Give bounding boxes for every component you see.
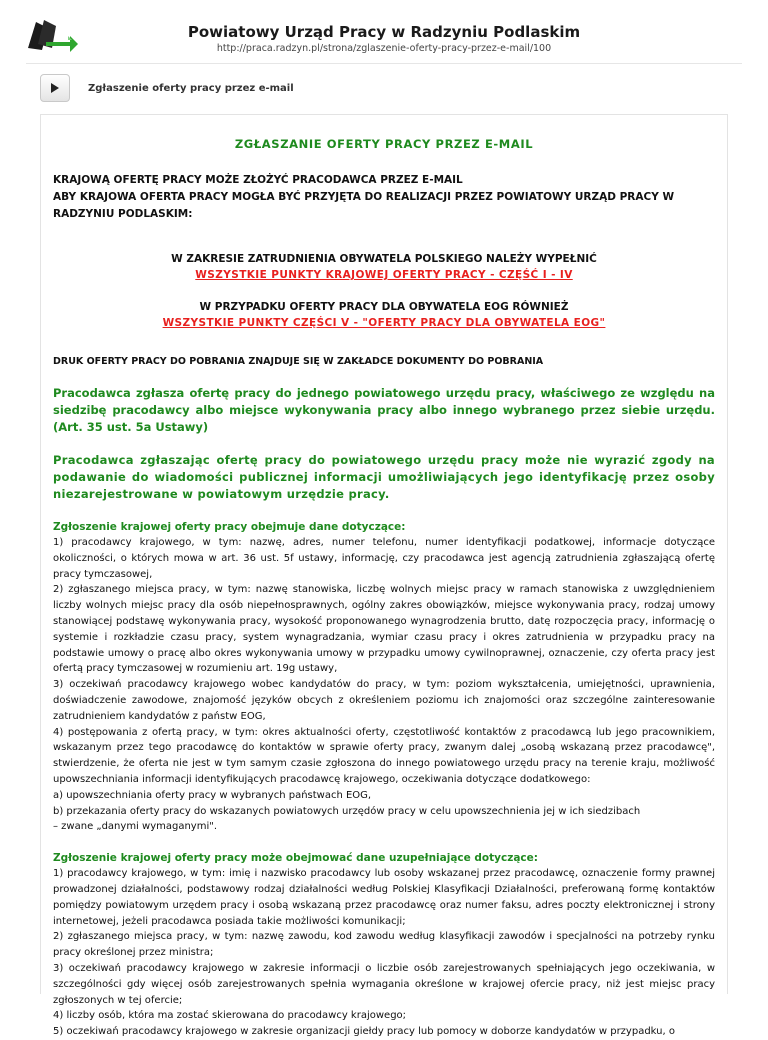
site-header: [0, 0, 768, 64]
section-2-list: [53, 866, 715, 1040]
article-title: ZGŁASZANIE OFERTY PRACY PRZEZ E-MAIL: [234, 137, 534, 151]
polish-citizen-block: [53, 251, 715, 283]
list-item: 4) liczby osób, która ma zostać skierowana do pracodawcy krajowego;: [53, 1010, 407, 1022]
list-item: a) upowszechniania oferty pracy w wybranych państwach EOG,: [53, 789, 372, 801]
list-item: 4) postępowania z ofertą pracy, w tym: okres aktualności oferty, częstotliwość kontaktów z pracodawcą lub jego pracownikiem, wskazanym przez tego pracodawcę do kontaktów w sprawie oferty pracy, zwanym dalej „osobą wskazaną przez pracodawcę", stwierdzenie, że oferta nie jest w tym samym czasie zgłoszona do innego powiatowego urzędu pracy na terenie kraju, możliwość upowszechniania informacji identyfikujących pracodawcę krajowego, oczekiwania dotyczące dodatkowego:: [53, 726, 715, 785]
polish-citizen-link[interactable]: WSZYSTKIE PUNKTY KRAJOWEJ OFERTY PRACY - CZĘŚĆ I - IV: [195, 269, 573, 281]
polish-citizen-heading: W ZAKRESIE ZATRUDNIENIA OBYWATELA POLSKIEGO NALEŻY WYPEŁNIĆ: [171, 253, 597, 265]
list-item: – zwane „danymi wymaganymi".: [53, 821, 218, 833]
site-url[interactable]: http://praca.radzyn.pl/strona/zglaszenie-oferty-pracy-przez-e-mail/100: [216, 43, 552, 54]
green-paragraph-1: Pracodawca zgłasza ofertę pracy do jednego powiatowego urzędu pracy, właściwego ze względu na siedzibę pracodawcy albo miejsce wykonywania pracy albo innego wybranego przez siebie urzędu. (Art. 35 ust. 5a Ustawy): [53, 386, 715, 434]
eog-block: [53, 299, 715, 331]
play-arrow-icon: [50, 83, 60, 93]
download-note: DRUK OFERTY PRACY DO POBRANIA ZNAJDUJE SIĘ W ZAKŁADCE DOKUMENTY DO POBRANIA: [53, 356, 544, 367]
intro-line-2: ABY KRAJOWA OFERTA PRACY MOGŁA BYĆ PRZYJĘTA DO REALIZACJI PRZEZ POWIATOWY URZĄD PRACY W RADZYNIU PODLASKIM:: [53, 191, 675, 220]
list-item: 3) oczekiwań pracodawcy krajowego w zakresie informacji o liczbie osób zarejestrowanych spełniających jego oczekiwania, w szczególności gdy więcej osób zarejestrowanych spełnia wymagania określone w krajowej ofercie pracy, niż jest miejsc pracy zgłoszonych w tej ofercie;: [53, 962, 715, 1006]
eog-heading: W PRZYPADKU OFERTY PRACY DLA OBYWATELA EOG RÓWNIEŻ: [199, 301, 569, 313]
list-item: 3) oczekiwań pracodawcy krajowego wobec kandydatów do pracy, w tym: poziom wykształcenia, umiejętności, uprawnienia, doświadczenie zawodowe, znajomość języków obcych z określeniem poziomu ich znajomości oraz szczególne zainteresowanie zatrudnieniem kandydatów z państw EOG,: [53, 679, 715, 722]
header-divider: [26, 63, 742, 64]
article-panel: [40, 114, 728, 1038]
list-item: b) przekazania oferty pracy do wskazanych powiatowych urzędów pracy w celu upowszechnienia jej w ich siedzibach: [53, 805, 641, 817]
list-item: 1) pracodawcy krajowego, w tym: nazwę, adres, numer telefonu, numer identyfikacji podatkowej, informacje dotyczące okoliczności, o których mowa w art. 36 ust. 5f ustawy, informację, czy pracodawca jest agencją zatrudnienia zgłaszającą ofertę pracy tymczasowej,: [53, 537, 715, 580]
breadcrumb-button[interactable]: [40, 74, 70, 102]
breadcrumb: [40, 73, 294, 103]
list-item: 5) oczekiwań pracodawcy krajowego w zakresie organizacji giełdy pracy lub pomocy w doborze kandydatów w przypadku, o: [53, 1026, 675, 1038]
site-title[interactable]: Powiatowy Urząd Pracy w Radzyniu Podlaskim: [187, 23, 581, 41]
breadcrumb-label: Zgłaszenie oferty pracy przez e-mail: [88, 82, 294, 94]
intro-text: [53, 172, 715, 223]
section-1-heading: Zgłoszenie krajowej oferty pracy obejmuje dane dotyczące:: [53, 521, 406, 533]
list-item: 2) zgłaszanego miejsca pracy, w tym: nazwę zawodu, kod zawodu według klasyfikacji zawodów i specjalności na potrzeby rynku pracy określonej przez ministra;: [53, 931, 715, 959]
section-1-list: [53, 535, 715, 835]
green-paragraph-2: Pracodawca zgłaszając ofertę pracy do powiatowego urzędu pracy może nie wyrazić zgody na podawanie do wiadomości publicznej informacji umożliwiających jego identyfikację przez osoby niezarejestrowane w powiatowym urzędzie pracy.: [53, 453, 715, 501]
section-2-heading: Zgłoszenie krajowej oferty pracy może obejmować dane uzupełniające dotyczące:: [53, 852, 538, 865]
list-item: 2) zgłaszanego miejsca pracy, w tym: nazwę stanowiska, liczbę wolnych miejsc pracy w ramach stanowiska z uwzględnieniem liczby wolnych miejsc pracy dla osób niepełnosprawnych, ogólny zakres obowiązków, miejsce wykonywania pracy, rodzaj umowy stanowiącej podstawę wykonywania pracy, wysokość proponowanego wynagrodzenia brutto, datę rozpoczęcia pracy, informację o systemie i rozkładzie czasu pracy, system wynagradzania, wymiar czasu pracy i okres zatrudnienia w przypadku pracy na podstawie umowy o pracę albo okres wykonywania umowy w przypadku umowy cywilnoprawnej, oznaczenie, czy oferta pracy jest ofertą pracy tymczasowej w rozumieniu art. 19g ustawy,: [53, 584, 715, 675]
intro-line-1: KRAJOWĄ OFERTĘ PRACY MOŻE ZŁOŻYĆ PRACODAWCA PRZEZ E-MAIL: [53, 174, 463, 186]
eog-link[interactable]: WSZYSTKIE PUNKTY CZĘŚCI V - "OFERTY PRACY DLA OBYWATELA EOG": [162, 317, 606, 329]
list-item: 1) pracodawcy krajowego, w tym: imię i nazwisko pracodawcy lub osoby wskazanej przez pracodawcę, oznaczenie formy prawnej prowadzonej działalności, podstawowy rodzaj działalności według Polskiej Klasyfikacji Działalności, preferowaną formę kontaktów pomiędzy powiatowym urzędem pracy i osobą wskazaną przez pracodawcę oraz numer faksu, adres poczty elektronicznej i strony internetowej, jeżeli pracodawca posiada takie możliwości komunikacji;: [53, 868, 715, 927]
